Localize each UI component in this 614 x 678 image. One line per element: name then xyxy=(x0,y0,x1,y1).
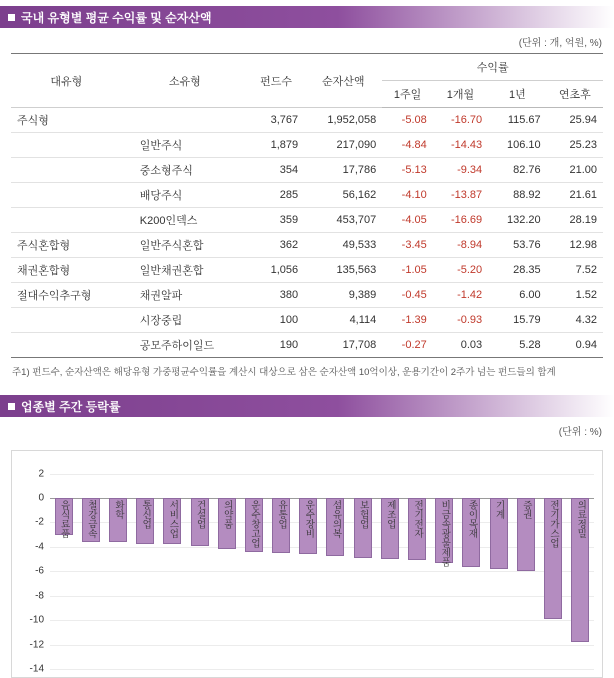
cell-return-1y: 132.20 xyxy=(488,208,547,233)
cell-return-1m: -16.70 xyxy=(433,108,488,133)
chart-y-tick-label: 2 xyxy=(38,468,44,480)
chart-y-tick-label: -8 xyxy=(35,590,44,602)
cell-return-1w: -1.39 xyxy=(382,308,432,333)
cell-return-1w: -3.45 xyxy=(382,233,432,258)
chart-y-tick-label: -10 xyxy=(29,614,44,626)
chart-bar-column xyxy=(404,461,430,669)
chart-bar-column xyxy=(567,461,593,669)
cell-nav: 4,114 xyxy=(304,308,382,333)
cell-return-1y: 15.79 xyxy=(488,308,547,333)
cell-count: 3,767 xyxy=(248,108,304,133)
cell-small-type: 일반주식혼합 xyxy=(122,233,248,258)
chart-x-tick-label: 서비스업 xyxy=(167,500,179,538)
th-return-group: 수익률 xyxy=(382,54,603,81)
cell-return-1m: -14.43 xyxy=(433,133,488,158)
table-row xyxy=(11,233,603,258)
sector-weekly-change-chart xyxy=(11,450,603,678)
chart-bar-column xyxy=(486,461,512,669)
cell-big-type xyxy=(11,308,122,333)
th-return-1w: 1주일 xyxy=(382,81,432,108)
table-row xyxy=(11,133,603,158)
chart-x-tick-label: 건설업 xyxy=(194,500,206,529)
cell-count: 100 xyxy=(248,308,304,333)
table-row xyxy=(11,108,603,133)
cell-count: 354 xyxy=(248,158,304,183)
cell-small-type: 채권알파 xyxy=(122,283,248,308)
fund-performance-table xyxy=(11,53,603,358)
cell-return-ytd: 12.98 xyxy=(547,233,603,258)
cell-return-1m: -16.69 xyxy=(433,208,488,233)
chart-bar-column xyxy=(513,461,539,669)
chart-bar-column xyxy=(322,461,348,669)
chart-bar-column xyxy=(187,461,213,669)
cell-return-ytd: 25.94 xyxy=(547,108,603,133)
chart-x-tick-label: 음식료품 xyxy=(58,500,70,538)
chart-x-tick-label: 철강금속 xyxy=(85,500,97,538)
cell-big-type xyxy=(11,133,122,158)
th-big-type: 대유형 xyxy=(11,54,122,108)
cell-small-type: 공모주하이일드 xyxy=(122,333,248,358)
cell-return-1w: -1.05 xyxy=(382,258,432,283)
chart-gridline xyxy=(29,663,594,675)
chart-x-tick-label: 보험업 xyxy=(357,500,369,529)
chart-x-tick-label: 의료정밀 xyxy=(575,500,587,538)
th-fund-count: 펀드수 xyxy=(248,54,304,108)
cell-count: 285 xyxy=(248,183,304,208)
cell-small-type: 중소형주식 xyxy=(122,158,248,183)
table-header-row-group xyxy=(11,54,603,81)
chart-bar-column xyxy=(431,461,457,669)
cell-return-1m: -9.34 xyxy=(433,158,488,183)
table-row xyxy=(11,258,603,283)
cell-big-type xyxy=(11,183,122,208)
cell-count: 190 xyxy=(248,333,304,358)
cell-big-type: 주식형 xyxy=(11,108,122,133)
cell-return-ytd: 25.23 xyxy=(547,133,603,158)
table-row xyxy=(11,183,603,208)
chart-x-tick-label: 기계 xyxy=(493,500,505,519)
chart-x-tick-label: 화학 xyxy=(112,500,124,519)
table-row xyxy=(11,208,603,233)
table-row xyxy=(11,308,603,333)
cell-return-1y: 88.92 xyxy=(488,183,547,208)
cell-return-1w: -4.05 xyxy=(382,208,432,233)
cell-small-type: 시장중립 xyxy=(122,308,248,333)
table-row xyxy=(11,333,603,358)
cell-nav: 217,090 xyxy=(304,133,382,158)
cell-nav: 56,162 xyxy=(304,183,382,208)
chart-bar-column xyxy=(241,461,267,669)
cell-return-1w: -4.10 xyxy=(382,183,432,208)
chart-x-tick-label: 의약품 xyxy=(221,500,233,529)
cell-count: 380 xyxy=(248,283,304,308)
section-title-fund: 국내 유형별 평균 수익률 및 순자산액 xyxy=(21,10,212,25)
cell-return-1m: -5.20 xyxy=(433,258,488,283)
cell-return-1y: 106.10 xyxy=(488,133,547,158)
cell-return-1w: -4.84 xyxy=(382,133,432,158)
chart-bar-column xyxy=(159,461,185,669)
chart-y-tick-label: -2 xyxy=(35,516,44,528)
cell-nav: 9,389 xyxy=(304,283,382,308)
table-row xyxy=(11,158,603,183)
cell-count: 362 xyxy=(248,233,304,258)
cell-return-1m: -8.94 xyxy=(433,233,488,258)
chart-plot-area xyxy=(29,461,594,675)
cell-big-type xyxy=(11,158,122,183)
cell-return-1y: 28.35 xyxy=(488,258,547,283)
th-net-asset: 순자산액 xyxy=(304,54,382,108)
chart-bar-column xyxy=(78,461,104,669)
chart-y-tick-label: -14 xyxy=(29,663,44,675)
chart-bar-column xyxy=(295,461,321,669)
cell-return-1w: -0.27 xyxy=(382,333,432,358)
th-return-1m: 1개월 xyxy=(433,81,488,108)
cell-big-type: 주식혼합형 xyxy=(11,233,122,258)
th-return-ytd: 연초후 xyxy=(547,81,603,108)
chart-y-tick-label: -12 xyxy=(29,639,44,651)
chart-x-tick-label: 운수창고업 xyxy=(248,500,260,548)
chart-x-tick-label: 유통업 xyxy=(276,500,288,529)
chart-x-tick-label: 증권 xyxy=(520,500,532,519)
chart-x-tick-label: 전기전자 xyxy=(412,500,424,538)
cell-nav: 135,563 xyxy=(304,258,382,283)
square-bullet-icon xyxy=(8,14,15,21)
cell-count: 1,056 xyxy=(248,258,304,283)
chart-x-tick-label: 통신업 xyxy=(140,500,152,529)
chart-x-tick-label: 비금속광물제품 xyxy=(439,500,451,567)
cell-return-ytd: 28.19 xyxy=(547,208,603,233)
cell-return-1y: 53.76 xyxy=(488,233,547,258)
cell-return-ytd: 21.00 xyxy=(547,158,603,183)
cell-return-1m: -0.93 xyxy=(433,308,488,333)
square-bullet-icon xyxy=(8,403,15,410)
cell-return-ytd: 0.94 xyxy=(547,333,603,358)
chart-bars xyxy=(50,461,594,669)
chart-bar-column xyxy=(132,461,158,669)
cell-small-type: K200인덱스 xyxy=(122,208,248,233)
chart-bar-column xyxy=(350,461,376,669)
chart-x-tick-label: 전기가스업 xyxy=(547,500,559,548)
cell-return-1y: 115.67 xyxy=(488,108,547,133)
section-title-sector: 업종별 주간 등락률 xyxy=(21,399,121,414)
cell-nav: 49,533 xyxy=(304,233,382,258)
cell-return-1m: -13.87 xyxy=(433,183,488,208)
cell-return-ytd: 4.32 xyxy=(547,308,603,333)
cell-return-1y: 6.00 xyxy=(488,283,547,308)
cell-return-1y: 82.76 xyxy=(488,158,547,183)
cell-return-1m: -1.42 xyxy=(433,283,488,308)
cell-small-type: 일반주식 xyxy=(122,133,248,158)
cell-small-type: 일반채권혼합 xyxy=(122,258,248,283)
cell-big-type: 절대수익추구형 xyxy=(11,283,122,308)
unit-note-sector: (단위 : %) xyxy=(558,427,602,439)
chart-y-tick-label: -6 xyxy=(35,565,44,577)
cell-return-1m: 0.03 xyxy=(433,333,488,358)
cell-return-1w: -5.08 xyxy=(382,108,432,133)
chart-x-tick-label: 종이목재 xyxy=(466,500,478,538)
chart-bar-column xyxy=(458,461,484,669)
chart-bar-column xyxy=(268,461,294,669)
cell-nav: 17,708 xyxy=(304,333,382,358)
cell-return-1w: -5.13 xyxy=(382,158,432,183)
cell-return-ytd: 1.52 xyxy=(547,283,603,308)
th-return-1y: 1년 xyxy=(488,81,547,108)
section-header-fund xyxy=(0,6,614,28)
cell-small-type xyxy=(122,108,248,133)
cell-big-type xyxy=(11,208,122,233)
cell-count: 1,879 xyxy=(248,133,304,158)
unit-note-fund: (단위 : 개, 억원, %) xyxy=(518,38,602,49)
section-header-sector xyxy=(0,395,614,417)
chart-bar-column xyxy=(377,461,403,669)
table-footnote: 주1) 펀드수, 순자산액은 해당유형 가중평균수익률을 계산시 대상으로 삼은 순자산액 10억이상, 운용기간이 2주가 넘는 펀드들의 합계 xyxy=(12,367,556,378)
cell-return-1w: -0.45 xyxy=(382,283,432,308)
th-small-type: 소유형 xyxy=(122,54,248,108)
cell-nav: 17,786 xyxy=(304,158,382,183)
chart-y-tick-label: -4 xyxy=(35,541,44,553)
chart-x-tick-label: 운수장비 xyxy=(303,500,315,538)
chart-bar-column xyxy=(214,461,240,669)
chart-x-tick-label: 섬유의복 xyxy=(330,500,342,538)
cell-return-ytd: 21.61 xyxy=(547,183,603,208)
cell-nav: 1,952,058 xyxy=(304,108,382,133)
cell-big-type: 채권혼합형 xyxy=(11,258,122,283)
cell-return-ytd: 7.52 xyxy=(547,258,603,283)
cell-small-type: 배당주식 xyxy=(122,183,248,208)
cell-nav: 453,707 xyxy=(304,208,382,233)
chart-x-tick-label: 제조업 xyxy=(384,500,396,529)
cell-big-type xyxy=(11,333,122,358)
chart-bar-column xyxy=(51,461,77,669)
table-row xyxy=(11,283,603,308)
chart-bar-column xyxy=(105,461,131,669)
cell-return-1y: 5.28 xyxy=(488,333,547,358)
chart-y-tick-label: 0 xyxy=(38,492,44,504)
chart-bar-column xyxy=(540,461,566,669)
cell-count: 359 xyxy=(248,208,304,233)
